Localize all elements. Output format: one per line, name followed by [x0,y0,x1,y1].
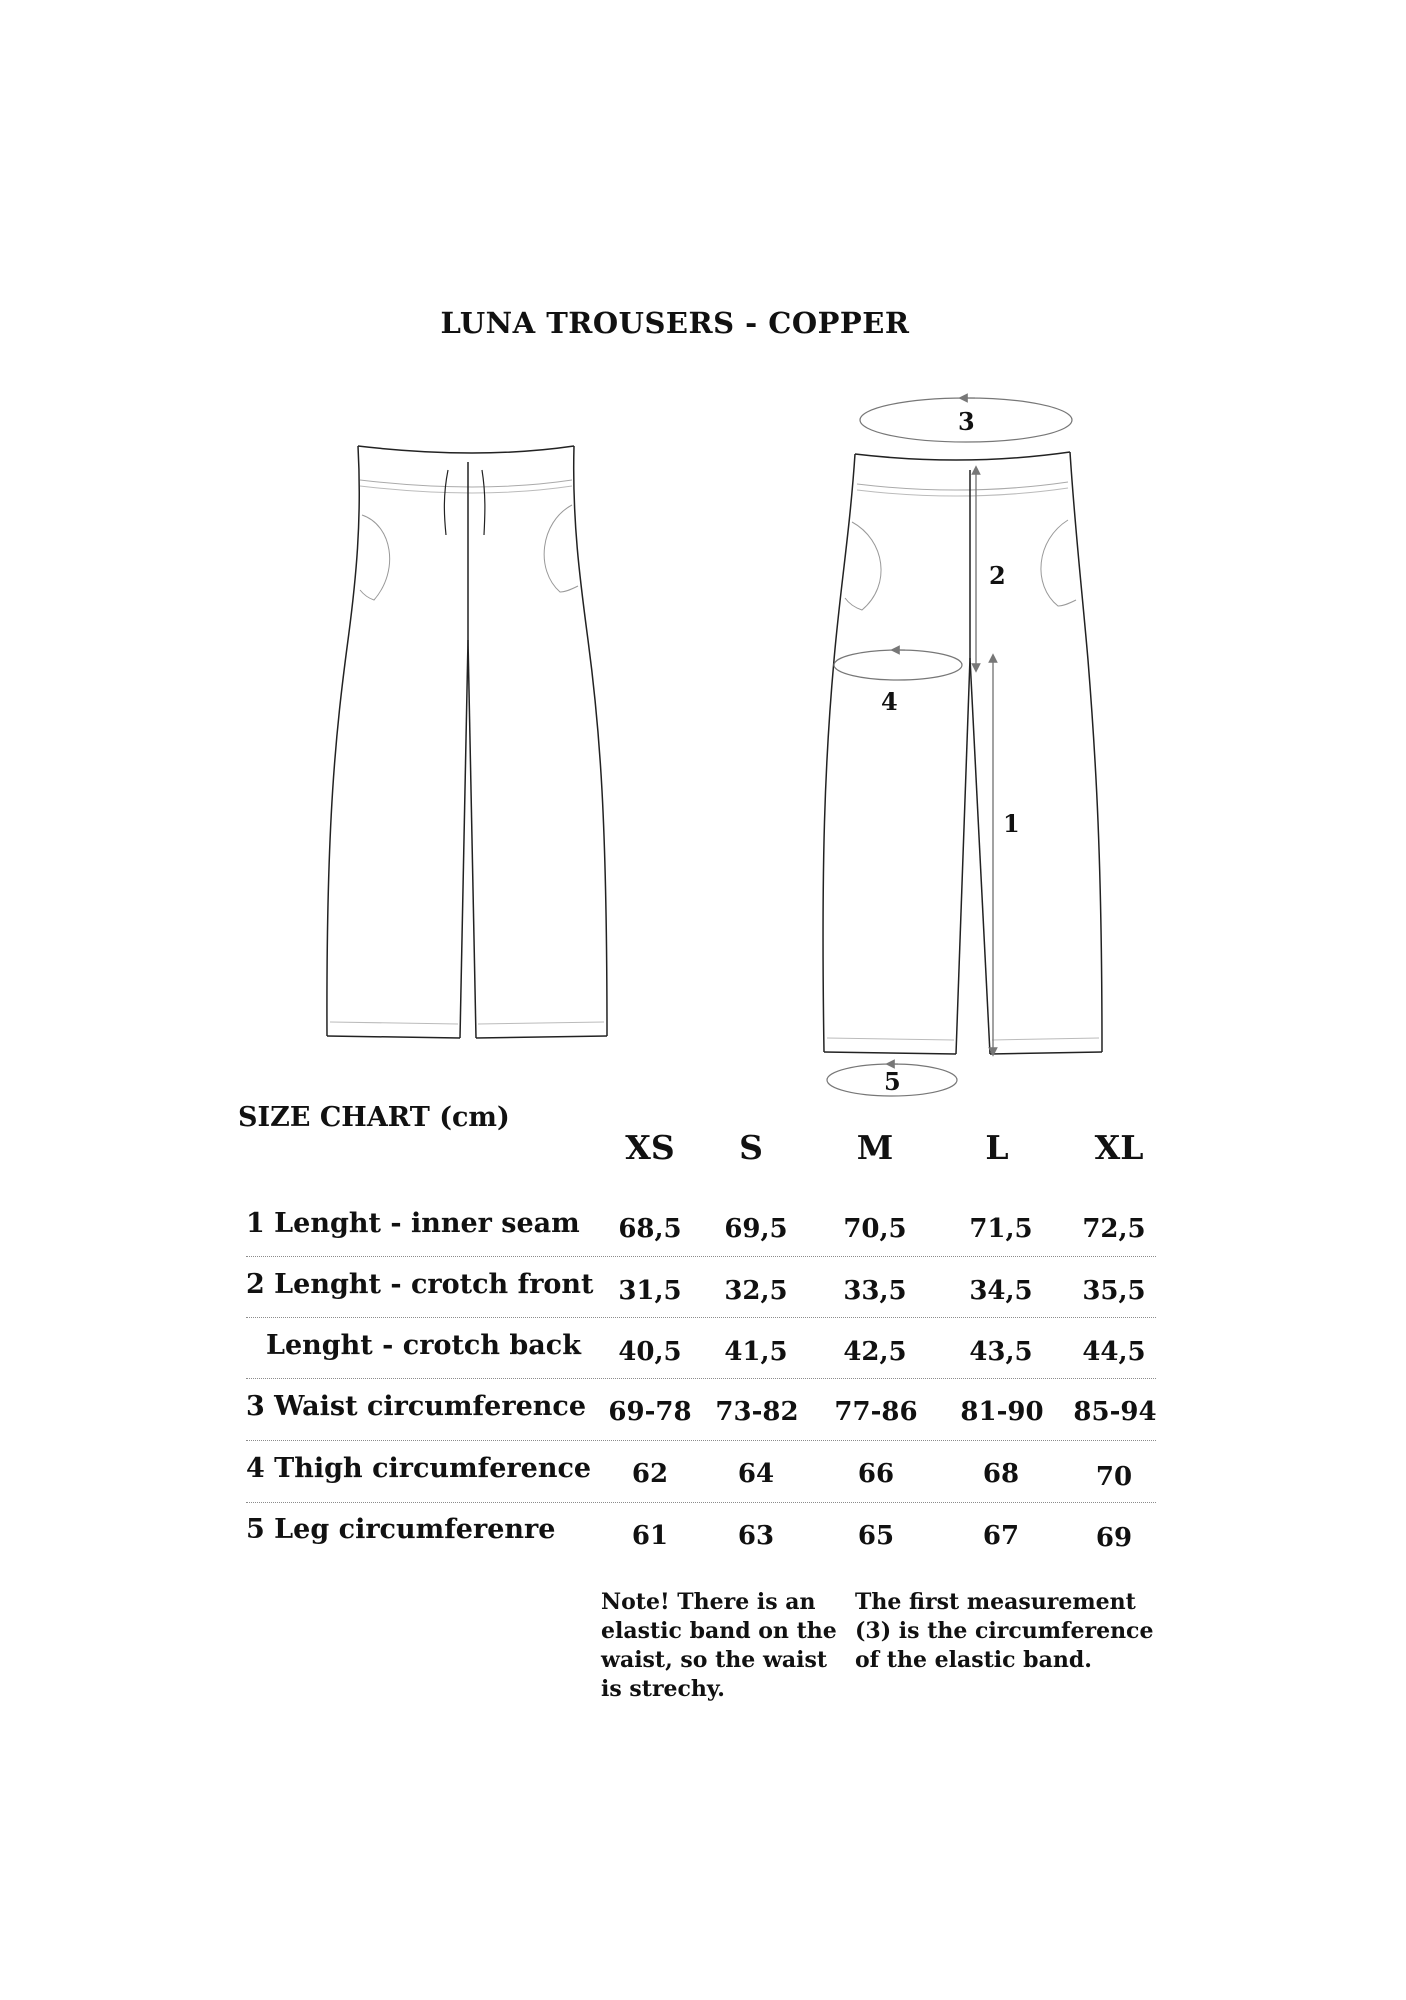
table-cell: 66 [857,1459,895,1489]
table-cell: 65 [857,1521,895,1551]
table-cell: 32,5 [724,1276,788,1306]
size-header-xl: XL [1094,1128,1144,1167]
table-cell: 81-90 [960,1397,1044,1427]
row-divider [246,1256,1156,1257]
table-cell: 72,5 [1082,1214,1146,1244]
table-cell: 71,5 [969,1214,1033,1244]
row-divider [246,1440,1156,1441]
trousers-back-view [823,452,1102,1054]
marker-4: 4 [881,687,898,716]
table-cell: 69,5 [724,1214,788,1244]
row-divider [246,1378,1156,1379]
table-cell: 34,5 [969,1276,1033,1306]
note-line: The first measurement [855,1589,1136,1615]
waist-elastic-note [601,1588,837,1704]
row-label-leg: 5 Leg circumferenre [246,1514,556,1545]
row-label-crotch-front: 2 Lenght - crotch front [246,1269,594,1300]
table-cell: 69-78 [608,1397,692,1427]
table-cell: 44,5 [1082,1337,1146,1367]
marker-2: 2 [989,561,1006,590]
page-title: LUNA TROUSERS - COPPER [440,306,910,340]
row-label-waist: 3 Waist circumference [246,1391,586,1422]
measurement-note [855,1588,1153,1675]
note-line: waist, so the waist [601,1647,828,1673]
table-cell: 68 [982,1459,1020,1489]
table-cell: 70,5 [843,1214,907,1244]
table-cell: 77-86 [834,1397,918,1427]
table-cell: 43,5 [969,1337,1033,1367]
row-divider [246,1502,1156,1503]
marker-3: 3 [958,407,975,436]
table-cell: 31,5 [618,1276,682,1306]
row-label-inner-seam: 1 Lenght - inner seam [246,1208,580,1239]
table-cell: 69 [1095,1523,1133,1553]
table-cell: 42,5 [843,1337,907,1367]
table-cell: 70 [1095,1462,1133,1492]
thigh-measure-ellipse [834,650,962,680]
table-cell: 73-82 [715,1397,799,1427]
table-cell: 85-94 [1073,1397,1157,1427]
table-cell: 61 [631,1521,669,1551]
note-line: is strechy. [601,1676,725,1702]
size-header-s: S [739,1128,763,1167]
note-line: Note! There is an [601,1589,816,1615]
row-label-crotch-back: Lenght - crotch back [266,1330,581,1361]
size-header-l: L [985,1128,1009,1167]
size-chart-title: SIZE CHART (cm) [238,1102,510,1133]
table-cell: 68,5 [618,1214,682,1244]
table-cell: 64 [737,1459,775,1489]
marker-5: 5 [884,1067,901,1096]
table-cell: 35,5 [1082,1276,1146,1306]
size-header-m: M [856,1128,894,1167]
table-cell: 40,5 [618,1337,682,1367]
note-line: of the elastic band. [855,1647,1092,1673]
marker-1: 1 [1003,809,1020,838]
note-line: elastic band on the [601,1618,837,1644]
table-cell: 33,5 [843,1276,907,1306]
table-cell: 63 [737,1521,775,1551]
row-label-thigh: 4 Thigh circumference [246,1453,592,1484]
trousers-front-view [327,446,607,1038]
table-cell: 67 [982,1521,1020,1551]
table-cell: 41,5 [724,1337,788,1367]
row-divider [246,1317,1156,1318]
table-cell: 62 [631,1459,669,1489]
size-header-xs: XS [625,1128,675,1167]
note-line: (3) is the circumference [855,1618,1154,1644]
measurement-guides [827,398,1072,1096]
